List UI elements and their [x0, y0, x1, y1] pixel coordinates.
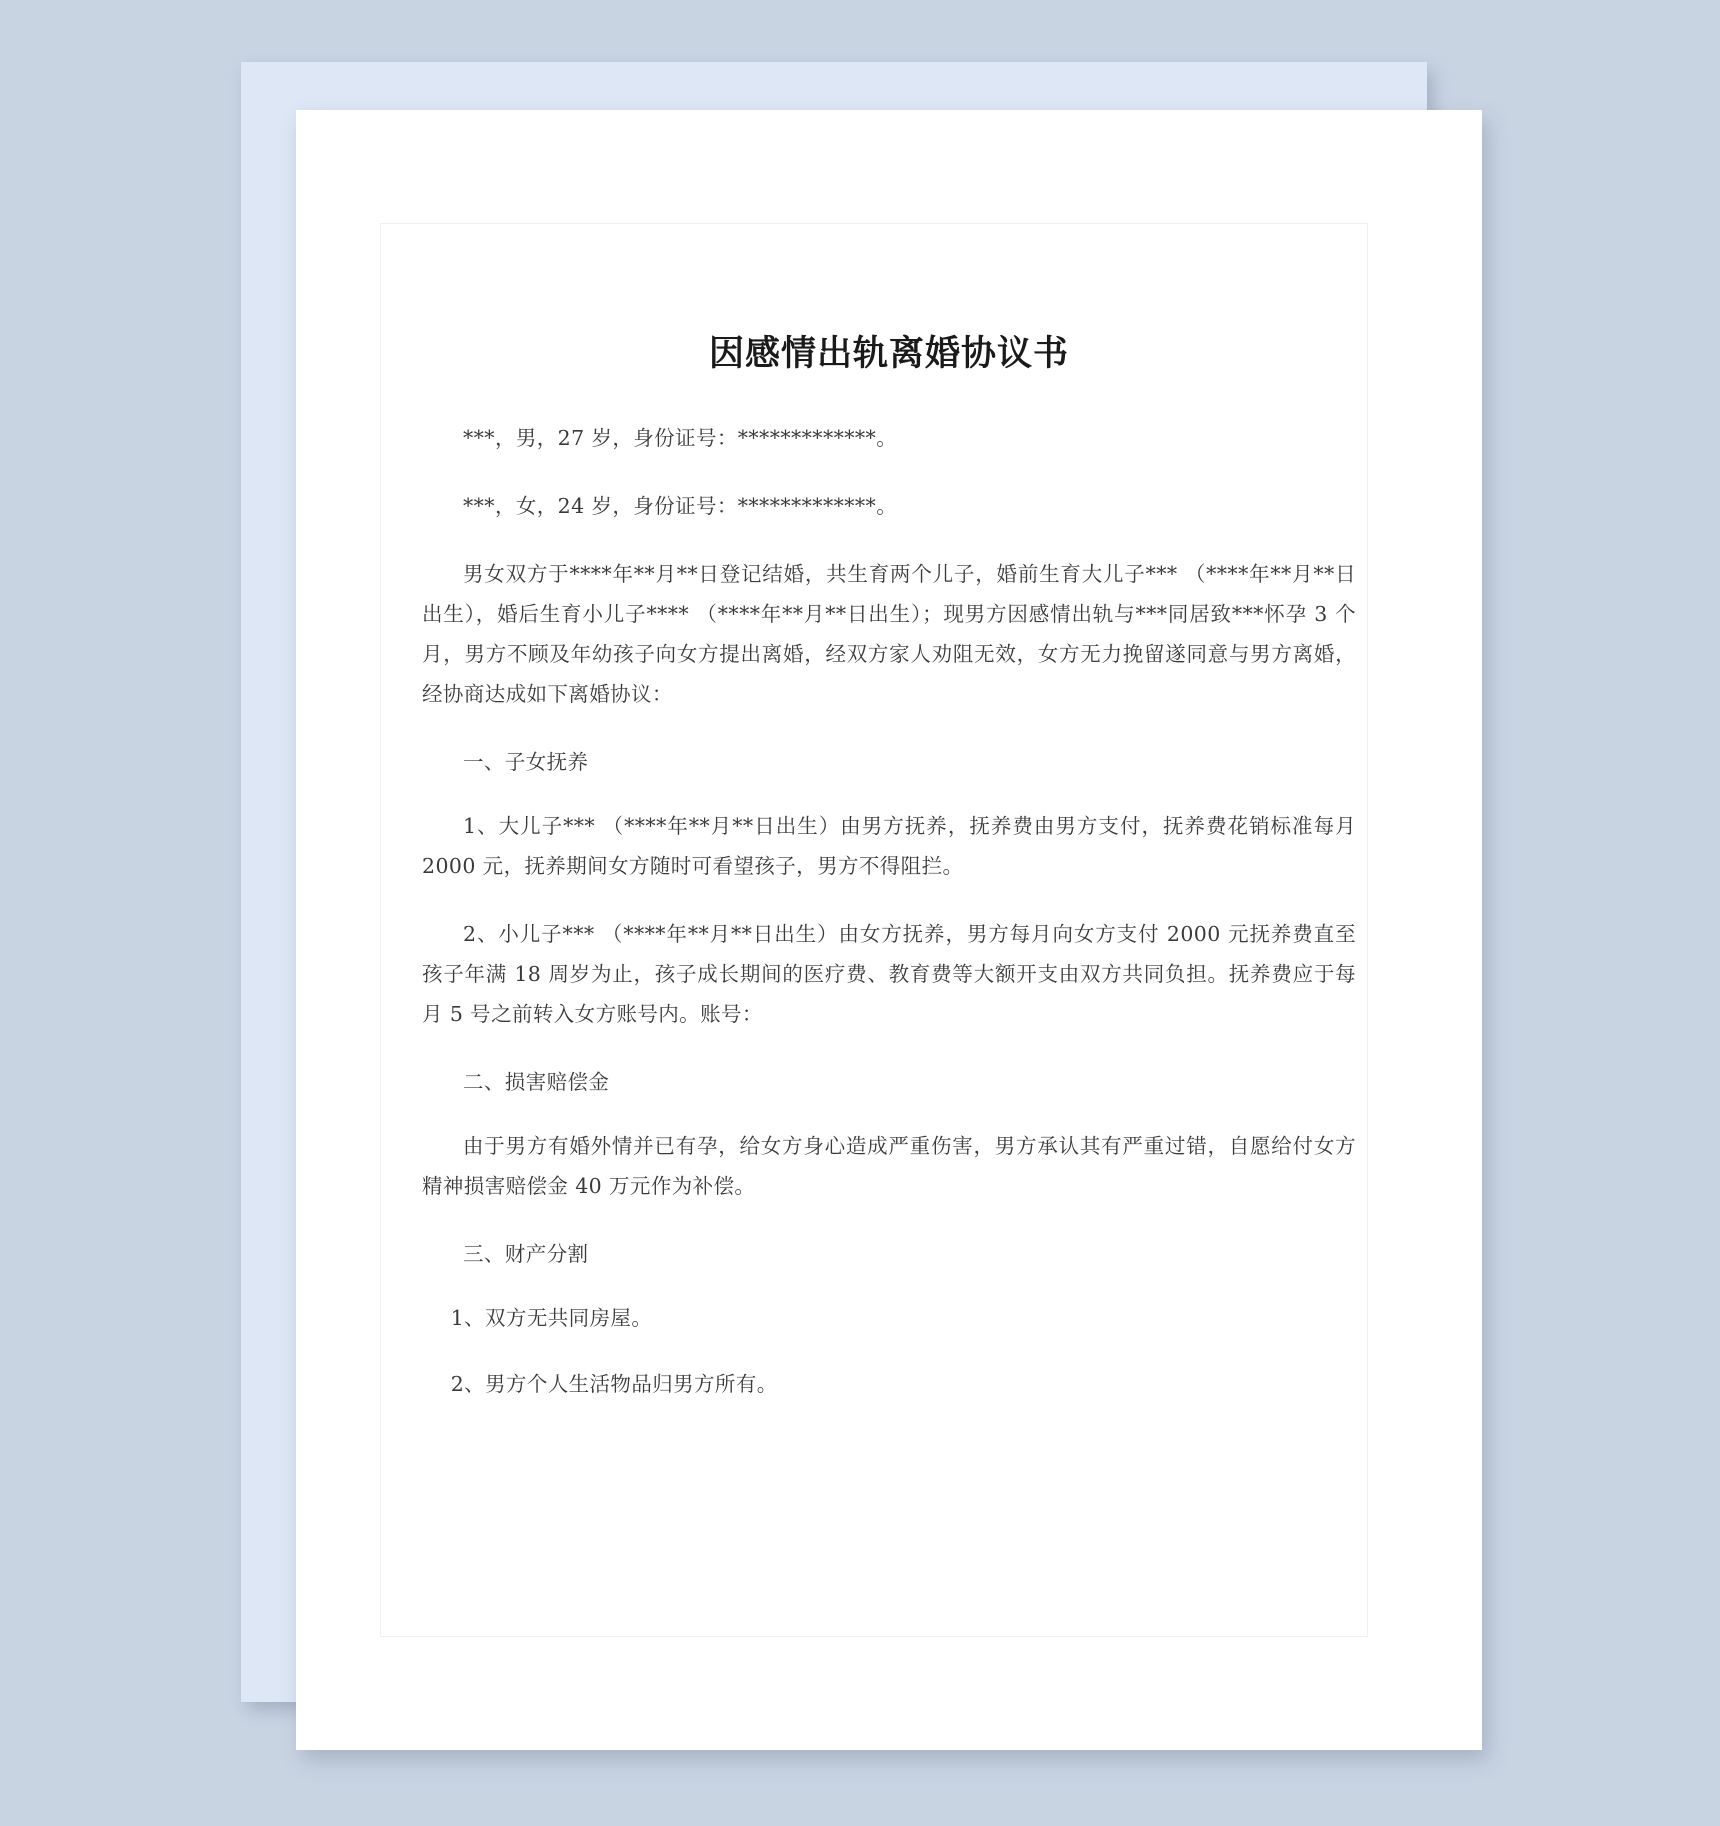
section-heading-property-division: 三、财产分割 — [463, 1241, 589, 1266]
section-heading-damages: 二、损害赔偿金 — [463, 1069, 610, 1094]
section-1-item-2: 2、小儿子*** （****年**月**日出生）由女方抚养，男方每月向女方支付 2000 元抚养费直至孩子年满 18 周岁为止，孩子成长期间的医疗费、教育费等大额开支由双方共同负担。抚养费应于每月 5 号之前转入女方账号内。账号： — [422, 921, 1356, 1026]
party-line-husband: ***，男，27 岁，身份证号：*************。 — [463, 425, 898, 450]
document-content — [296, 110, 1482, 1750]
document-page — [296, 110, 1482, 1750]
preamble-paragraph: 男女双方于****年**月**日登记结婚，共生育两个儿子，婚前生育大儿子*** （****年**月**日出生），婚后生育小儿子**** （****年**月**日出生）；现男方因感情出轨与***同居致***怀孕 3 个月，男方不顾及年幼孩子向女方提出离婚，经双方家人劝阻无效，女方无力挽留遂同意与男方离婚，经协商达成如下离婚协议： — [422, 561, 1356, 706]
page-title: 因感情出轨离婚协议书 — [708, 334, 1069, 374]
section-1-item-1: 1、大儿子*** （****年**月**日出生）由男方抚养，抚养费由男方支付，抚养费花销标准每月 2000 元，抚养期间女方随时可看望孩子，男方不得阻拦。 — [422, 813, 1356, 878]
section-3-item-2: 2、男方个人生活物品归男方所有。 — [450, 1371, 778, 1396]
section-3-item-1: 1、双方无共同房屋。 — [450, 1305, 653, 1330]
section-heading-child-custody: 一、子女抚养 — [463, 749, 589, 774]
section-2-item-1: 由于男方有婚外情并已有孕，给女方身心造成严重伤害，男方承认其有严重过错，自愿给付女方精神损害赔偿金 40 万元作为补偿。 — [422, 1133, 1356, 1198]
party-line-wife: ***，女，24 岁，身份证号：*************。 — [463, 493, 898, 518]
